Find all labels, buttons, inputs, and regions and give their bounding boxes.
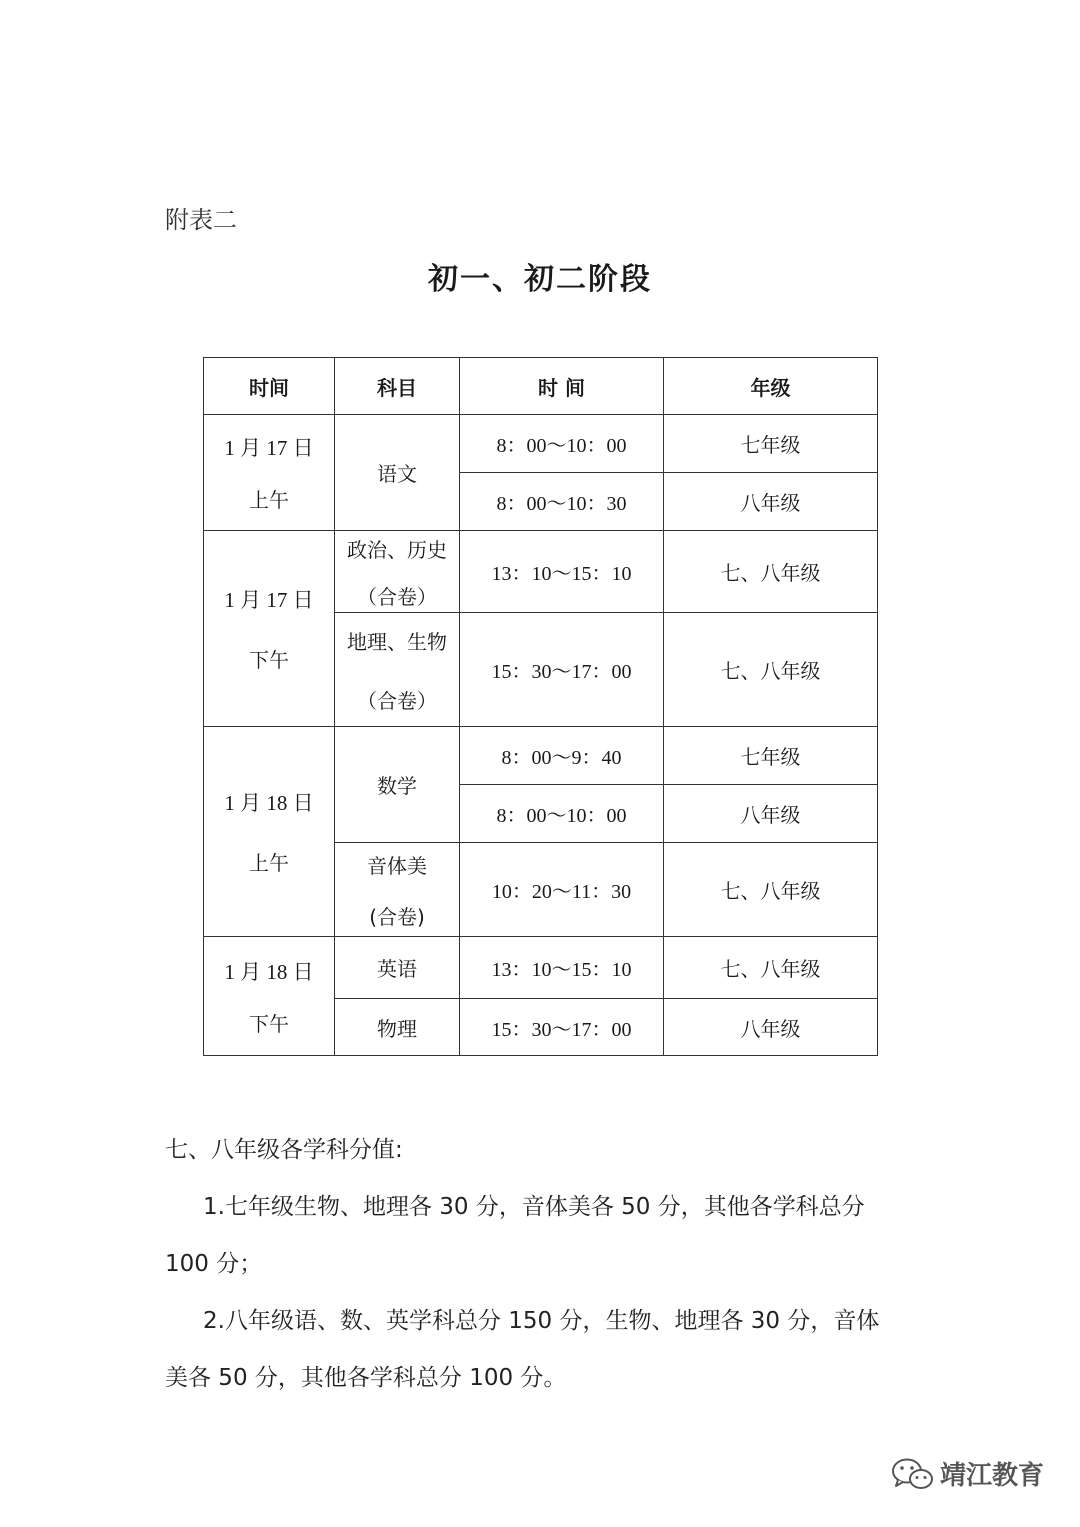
date-cell <box>204 727 335 937</box>
wechat-icon <box>890 1456 934 1492</box>
period: 下午 <box>249 648 289 672</box>
table-row <box>204 937 878 999</box>
table-header-row <box>204 358 878 415</box>
time-cell: 13：10～15：10 <box>460 937 664 999</box>
note-item-2-line-1: 2.八年级语、数、英学科总分 150 分，生物、地理各 30 分，音体 <box>203 1308 880 1334</box>
watermark <box>890 1455 1044 1492</box>
subject-cell <box>335 531 460 613</box>
header-date: 时间 <box>204 358 335 415</box>
grade-cell: 八年级 <box>664 785 878 843</box>
time-cell: 15：30～17：00 <box>460 999 664 1056</box>
notes-heading: 七、八年级各学科分值: <box>165 1137 403 1163</box>
date: 1 月 17 日 <box>224 436 314 460</box>
note-item-1-line-1: 1.七年级生物、地理各 30 分，音体美各 50 分，其他各学科总分 <box>203 1194 865 1220</box>
date-cell <box>204 531 335 727</box>
page-title: 初一、初二阶段 <box>428 262 652 297</box>
date: 1 月 17 日 <box>224 588 314 612</box>
grade-cell: 七、八年级 <box>664 531 878 613</box>
table-row <box>204 531 878 613</box>
date: 1 月 18 日 <box>224 959 314 984</box>
date-cell <box>204 415 335 531</box>
subject-name: 地理、生物 <box>347 629 447 654</box>
watermark-text: 靖江教育 <box>940 1461 1045 1491</box>
date: 1 月 18 日 <box>224 791 314 815</box>
subject-cell <box>335 613 460 727</box>
table-row <box>204 415 878 473</box>
time-cell: 8：00～10：00 <box>460 415 664 473</box>
time-cell: 8：00～10：00 <box>460 785 664 843</box>
subject-name: 语文 <box>377 462 417 486</box>
period: 下午 <box>249 1011 289 1036</box>
time-cell: 13：10～15：10 <box>460 531 664 613</box>
subject-name: 音体美 <box>367 853 427 878</box>
grade-cell: 七、八年级 <box>664 937 878 999</box>
header-subject: 科目 <box>335 358 460 415</box>
note-item-2-line-2: 美各 50 分，其他各学科总分 100 分。 <box>165 1365 567 1391</box>
grade-cell: 七年级 <box>664 415 878 473</box>
appendix-label: 附表二 <box>165 206 237 234</box>
grade-cell: 七年级 <box>664 727 878 785</box>
subject-name: 英语 <box>377 957 417 981</box>
time-cell: 8：00～10：30 <box>460 473 664 531</box>
subject-note: （合卷） <box>357 584 437 609</box>
date-cell <box>204 937 335 1056</box>
period: 上午 <box>249 851 289 875</box>
exam-schedule-table <box>203 357 878 1056</box>
table-row <box>204 727 878 785</box>
subject-cell <box>335 415 460 531</box>
grade-cell: 八年级 <box>664 473 878 531</box>
subject-name: 数学 <box>377 774 417 798</box>
subject-cell <box>335 843 460 937</box>
grade-cell: 八年级 <box>664 999 878 1056</box>
period: 上午 <box>249 488 289 512</box>
score-notes <box>165 1122 925 1407</box>
header-time: 时 间 <box>460 358 664 415</box>
subject-cell <box>335 727 460 843</box>
subject-name: 物理 <box>377 1016 417 1041</box>
time-cell: 8：00～9：40 <box>460 727 664 785</box>
subject-cell <box>335 999 460 1056</box>
time-cell: 15：30～17：00 <box>460 613 664 727</box>
grade-cell: 七、八年级 <box>664 843 878 937</box>
subject-note: （合卷） <box>357 688 437 713</box>
grade-cell: 七、八年级 <box>664 613 878 727</box>
note-item-1-line-2: 100 分； <box>165 1251 263 1277</box>
time-cell: 10：20～11：30 <box>460 843 664 937</box>
header-grade: 年级 <box>664 358 878 415</box>
subject-name: 政治、历史 <box>347 537 447 562</box>
subject-cell <box>335 937 460 999</box>
subject-note: (合卷) <box>369 904 425 929</box>
